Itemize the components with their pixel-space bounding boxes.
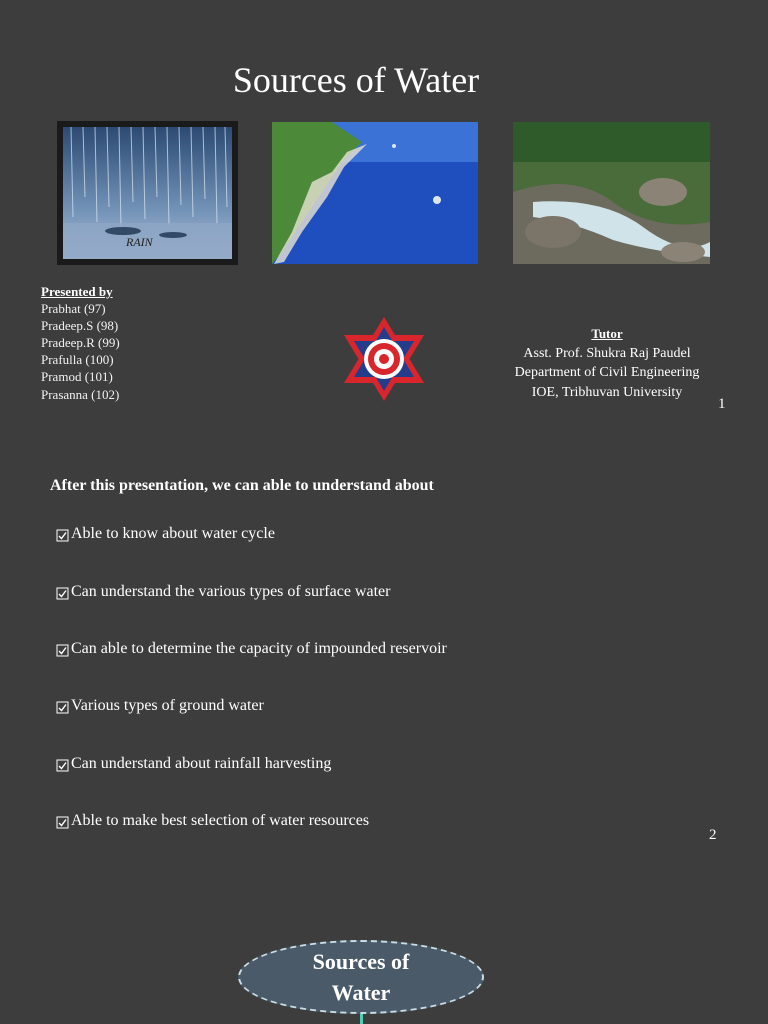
checkbox-bullet-icon <box>56 586 69 599</box>
bullet-text: Able to know about water cycle <box>71 525 275 542</box>
node-label: Sources of Water <box>312 949 410 1005</box>
bullet-item <box>56 524 275 544</box>
tutor-department: Department of Civil Engineering <box>514 365 700 380</box>
checkbox-bullet-icon <box>56 700 69 713</box>
tutor-heading: Tutor <box>591 326 623 341</box>
presented-by-heading: Presented by <box>41 284 113 299</box>
sources-of-water-node <box>238 940 484 1014</box>
slide-intro: After this presentation, we can able to understand about <box>50 477 434 494</box>
tutor-name: Asst. Prof. Shukra Raj Paudel <box>523 345 691 361</box>
presenter-name: Prasanna (102) <box>41 387 120 402</box>
bullet-text: Can understand about rainfall harvesting <box>71 755 332 772</box>
checkbox-bullet-icon <box>56 815 69 828</box>
bullet-text: Can able to determine the capacity of impounded reservoir <box>71 640 447 657</box>
page-number: 1 <box>718 396 726 412</box>
bullet-item <box>56 811 369 831</box>
rain-caption: RAIN <box>126 235 153 249</box>
tutor-institution: IOE, Tribhuvan University <box>531 384 683 400</box>
presenter-name: Pramod (101) <box>41 369 113 384</box>
bullet-text: Able to make best selection of water resources <box>71 812 370 829</box>
river-photo <box>513 122 710 264</box>
university-logo <box>338 313 430 405</box>
diagram-connector <box>360 1014 363 1024</box>
presenter-name: Pradeep.S (98) <box>41 318 119 333</box>
bullet-item <box>56 582 390 602</box>
page-number: 2 <box>709 827 717 843</box>
tutor-block <box>494 324 720 402</box>
slide-title: Sources of Water <box>232 60 480 100</box>
checkbox-bullet-icon <box>56 758 69 771</box>
presenter-name: Prabhat (97) <box>41 301 106 316</box>
checkbox-bullet-icon <box>56 528 69 541</box>
bullet-item <box>56 639 447 659</box>
presenter-name: Pradeep.R (99) <box>41 335 120 350</box>
coastline-photo <box>272 122 478 264</box>
checkbox-bullet-icon <box>56 643 69 656</box>
bullet-item <box>56 696 264 716</box>
bullet-item <box>56 754 331 774</box>
presenter-name: Prafulla (100) <box>41 352 114 367</box>
bullet-text: Various types of ground water <box>71 697 264 714</box>
bullet-text: Can understand the various types of surface water <box>71 583 391 600</box>
